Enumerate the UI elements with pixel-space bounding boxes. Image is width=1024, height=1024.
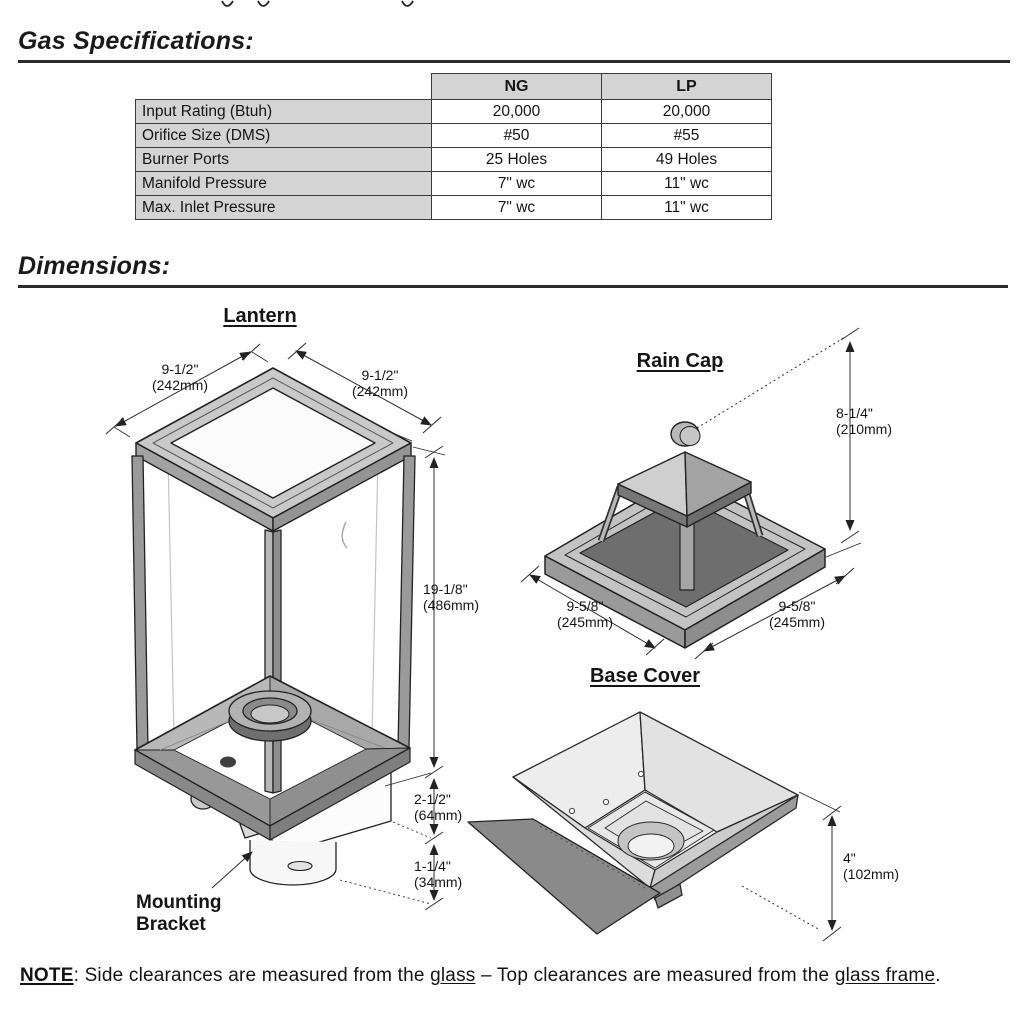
mounting-line1: Mounting xyxy=(136,892,222,913)
basecover-height-label xyxy=(843,851,899,882)
dim-mm: (102mm) xyxy=(843,865,900,882)
table-header-row xyxy=(136,74,772,100)
table-row xyxy=(136,124,772,148)
dim-inches: 19-1/8" xyxy=(423,581,468,597)
row-lp-value: 49 Holes xyxy=(602,148,772,172)
row-label: Input Rating (Btuh) xyxy=(136,100,432,124)
note-line xyxy=(20,965,1020,987)
dim-inches: 1-1/4" xyxy=(414,858,451,874)
pilot-hole xyxy=(220,757,236,768)
base-cover-title-text: Base Cover xyxy=(589,665,701,687)
note-period: . xyxy=(935,965,941,986)
note-glass-frame: glass frame xyxy=(834,965,936,986)
note-text1: Side clearances are measured from the xyxy=(84,965,431,986)
table-row xyxy=(136,100,772,124)
lantern-height-label xyxy=(423,582,479,613)
raincap-width-left-label xyxy=(545,599,625,630)
row-label: Burner Ports xyxy=(136,148,432,172)
row-ng-value: 20,000 xyxy=(432,100,602,124)
lantern-title xyxy=(200,305,320,328)
note-glass: glass xyxy=(430,965,476,986)
rain-cap-title-text: Rain Cap xyxy=(636,350,724,372)
note-sep: : xyxy=(73,965,85,986)
row-label: Max. Inlet Pressure xyxy=(136,196,432,220)
row-label: Manifold Pressure xyxy=(136,172,432,196)
dim-mm: (245mm) xyxy=(556,613,613,630)
dim-inches: 2-1/2" xyxy=(414,791,451,807)
cropped-text-fragments xyxy=(222,1,413,6)
dim-mm: (486mm) xyxy=(423,596,480,613)
table-row xyxy=(136,148,772,172)
dim-inches: 9-1/2" xyxy=(361,367,399,383)
dim-mm: (210mm) xyxy=(836,420,893,437)
mounting-bracket-label xyxy=(136,892,221,936)
base-cover-title xyxy=(570,665,720,688)
rain-cap-title xyxy=(615,350,745,373)
gas-spec-table xyxy=(135,73,772,220)
dim-mm: (34mm) xyxy=(414,873,463,890)
note-label: NOTE xyxy=(20,965,74,986)
dim-inches: 9-1/2" xyxy=(161,361,199,377)
header-ng: NG xyxy=(432,74,602,100)
table-row xyxy=(136,196,772,220)
dim-inches: 4" xyxy=(843,850,856,866)
gas-specifications-heading: Gas Specifications: xyxy=(18,27,1010,63)
dim-inches: 9-5/8" xyxy=(566,598,604,614)
raincap-height-label xyxy=(836,406,892,437)
dim-inches: 8-1/4" xyxy=(836,405,873,421)
header-lp: LP xyxy=(602,74,772,100)
raincap-width-right-label xyxy=(757,599,837,630)
lantern-bracket-height-label xyxy=(414,859,462,890)
dimensions-heading: Dimensions: xyxy=(18,252,1008,288)
note-text2: – Top clearances are measured from the xyxy=(475,965,835,986)
header-blank-cell xyxy=(136,74,432,100)
glass-reflection xyxy=(342,522,347,548)
lantern-title-text: Lantern xyxy=(223,305,297,327)
dim-mm: (242mm) xyxy=(151,376,208,393)
row-lp-value: 11" wc xyxy=(602,196,772,220)
dim-mm: (64mm) xyxy=(414,806,463,823)
row-ng-value: #50 xyxy=(432,124,602,148)
mounting-line2: Bracket xyxy=(136,914,206,935)
lantern-width-right-label xyxy=(338,368,422,399)
lantern-base-height-label xyxy=(414,792,462,823)
row-lp-value: 11" wc xyxy=(602,172,772,196)
row-ng-value: 25 Holes xyxy=(432,148,602,172)
lantern-diagram xyxy=(106,343,445,910)
row-ng-value: 7" wc xyxy=(432,196,602,220)
row-lp-value: #55 xyxy=(602,124,772,148)
base-cover-diagram xyxy=(468,712,841,941)
dim-inches: 9-5/8" xyxy=(778,598,816,614)
dim-mm: (245mm) xyxy=(768,613,825,630)
row-ng-value: 7" wc xyxy=(432,172,602,196)
rain-cap-post xyxy=(680,520,694,590)
dim-mm: (242mm) xyxy=(351,382,408,399)
row-label: Orifice Size (DMS) xyxy=(136,124,432,148)
lantern-width-left-label xyxy=(138,362,222,393)
row-lp-value: 20,000 xyxy=(602,100,772,124)
table-row xyxy=(136,172,772,196)
